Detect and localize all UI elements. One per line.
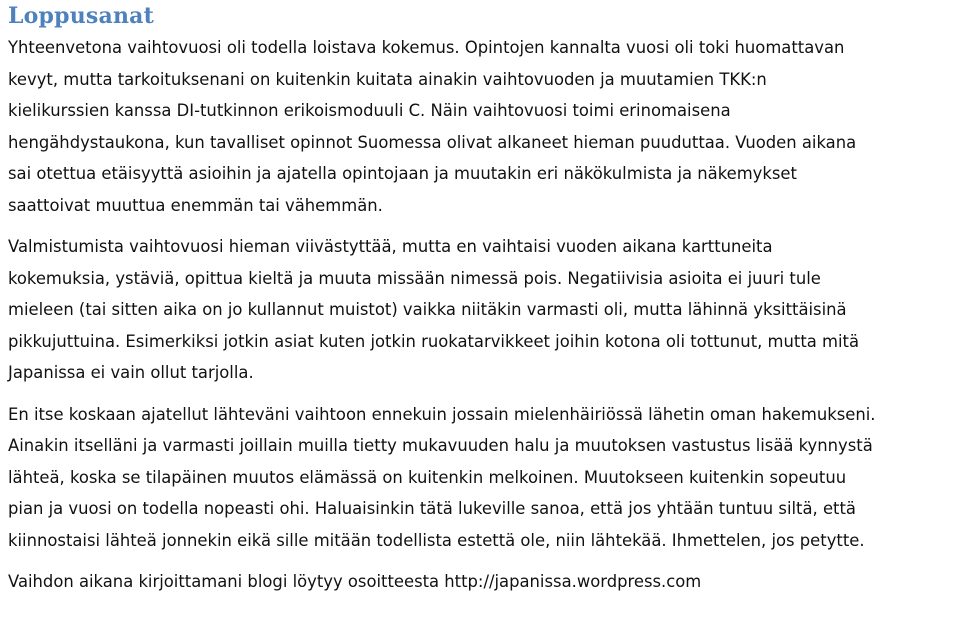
paragraph-summary bbox=[8, 32, 956, 221]
paragraph-line: Ainakin itselläni ja varmasti joillain muilla tietty mukavuuden halu ja muutoksen vastustus lisää kynnystä bbox=[8, 436, 873, 455]
paragraph-line: pian ja vuosi on todella nopeasti ohi. Haluaisinkin tätä lukeville sanoa, että jos yhtään tuntuu siltä, että bbox=[8, 499, 856, 518]
paragraph-line: saattoivat muuttua enemmän tai vähemmän. bbox=[8, 195, 383, 215]
paragraph-line: pikkujuttuina. Esimerkiksi jotkin asiat kuten jotkin ruokatarvikkeet joihin kotona oli tottunut, mutta mitä bbox=[8, 331, 859, 351]
paragraph-line: Yhteenvetona vaihtovuosi oli todella loistava kokemus. Opintojen kannalta vuosi oli toki huomattavan bbox=[8, 38, 845, 57]
paragraph-line: kielikurssien kanssa DI-tutkinnon erikoismoduuli C. Näin vaihtovuosi toimi erinomaisena bbox=[8, 101, 731, 120]
paragraph-line: mieleen (tai sitten aika on jo kullannut muistot) vaikka niitäkin varmasti oli, mutta lähinnä yksittäisinä bbox=[8, 300, 847, 319]
paragraph-line: En itse koskaan ajatellut lähteväni vaihtoon ennekuin jossain mielenhäiriössä lähetin oman hakemukseni. bbox=[8, 404, 876, 424]
paragraph-line: sai otettua etäisyyttä asioihin ja ajatella opintojaan ja muutakin eri näkökulmista ja näkemykset bbox=[8, 164, 797, 183]
paragraph-line: lähteä, koska se tilapäinen muutos elämässä on kuitenkin melkoinen. Muutokseen kuitenkin sopeutuu bbox=[8, 467, 847, 487]
document-page bbox=[8, 0, 956, 598]
paragraph-line: kevyt, mutta tarkoituksenani on kuitenkin kuitata ainakin vaihtovuoden ja muutamien TKK:n bbox=[8, 69, 767, 89]
paragraph-line: Vaihdon aikana kirjoittamani blogi löytyy osoitteesta http://japanissa.wordpress.com bbox=[8, 572, 702, 591]
paragraph-line: kiinnostaisi lähteä jonnekin eikä sille mitään todellista estettä ole, niin lähtekää. Ihmettelen, jos petytte. bbox=[8, 530, 865, 550]
paragraph-line: Valmistumista vaihtovuosi hieman viivästyttää, mutta en vaihtaisi vuoden aikana karttuneita bbox=[8, 237, 773, 256]
paragraph-blog bbox=[8, 566, 956, 598]
paragraph-graduation bbox=[8, 231, 956, 389]
paragraph-encouragement bbox=[8, 399, 956, 557]
paragraph-line: kokemuksia, ystäviä, opittua kieltä ja muuta missään nimessä pois. Negatiivisia asioita ei juuri tule bbox=[8, 268, 821, 288]
paragraph-line: Japanissa ei vain ollut tarjolla. bbox=[8, 363, 254, 382]
section-heading: Loppusanat bbox=[8, 3, 154, 29]
paragraph-line: hengähdystaukona, kun tavalliset opinnot Suomessa olivat alkaneet hieman puuduttaa. Vuoden aikana bbox=[8, 132, 857, 152]
